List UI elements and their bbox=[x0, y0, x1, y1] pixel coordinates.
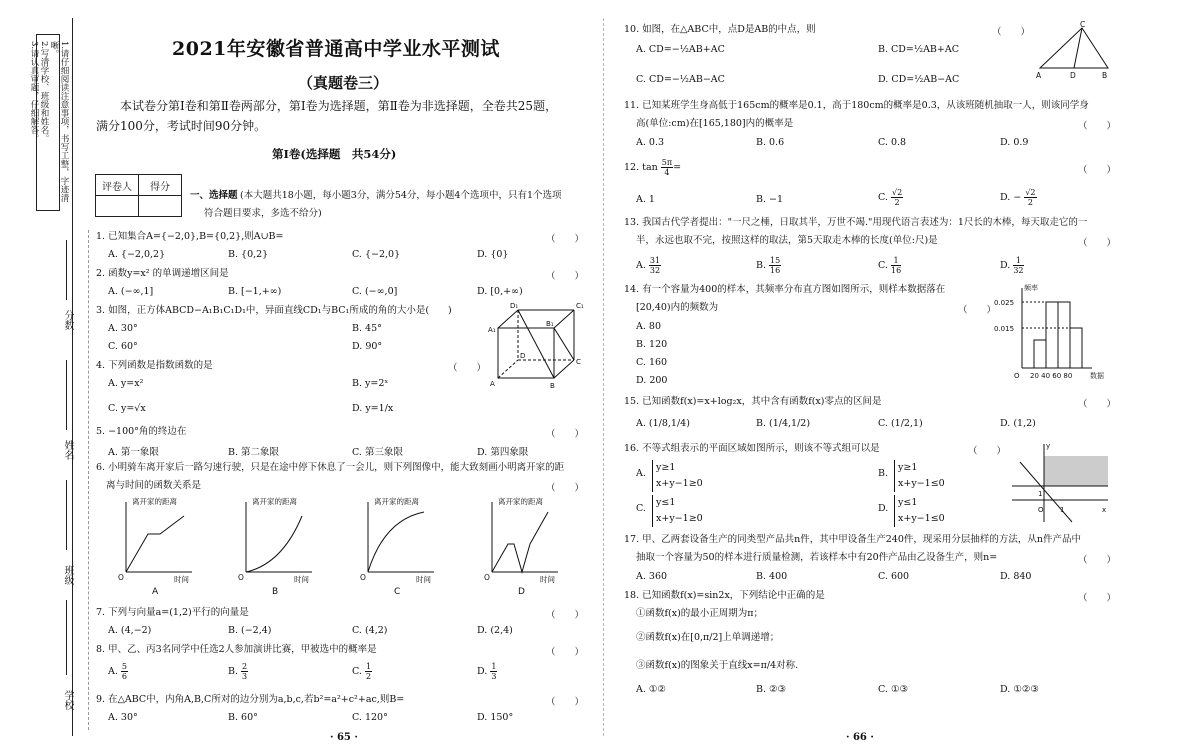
q6-label-c: C bbox=[394, 587, 401, 597]
q17-answer[interactable]: （ ） bbox=[1078, 555, 1117, 566]
q6-a-ylabel: 离开家的距离 bbox=[132, 497, 177, 506]
write-line-school[interactable] bbox=[66, 600, 67, 675]
svg-text:1: 1 bbox=[1060, 506, 1065, 514]
q14-stem-2: [20,40)内的频数为 bbox=[636, 302, 719, 313]
q5-answer[interactable]: （ ） bbox=[546, 429, 585, 440]
q18-answer[interactable]: （ ） bbox=[1078, 593, 1117, 604]
q17-stem-1: 17. 甲、乙两套设备生产的同类型产品共n件，其中甲设备生产240件，现采用分层抽样的方法，从n件产品中 bbox=[624, 534, 1081, 545]
q16-opt-b-label[interactable]: B. bbox=[878, 468, 889, 479]
q16-opt-c[interactable]: y≤1 x+y−1≥0 bbox=[652, 495, 703, 527]
q15-stem: 15. 已知函数f(x)=x+log₂x，其中含有函数f(x)零点的区间是 bbox=[624, 396, 882, 407]
q11-opt-a[interactable]: A. 0.3 bbox=[636, 137, 665, 148]
q16-opt-b[interactable]: y≥1 x+y−1≤0 bbox=[894, 460, 945, 492]
q6-d-origin: O bbox=[484, 573, 490, 582]
svg-text:B₁: B₁ bbox=[546, 320, 554, 328]
q3-cube-figure bbox=[484, 300, 584, 390]
q14-y2: 0.015 bbox=[994, 325, 1015, 333]
notice-line-3: 3.请认真审题，仔细解答。 bbox=[29, 41, 39, 143]
q7-opt-c[interactable]: C. (4,2) bbox=[352, 625, 388, 636]
q16-opt-d[interactable]: y≤1 x+y−1≤0 bbox=[894, 495, 945, 527]
q17-opt-c[interactable]: C. 600 bbox=[878, 571, 910, 582]
q18-opt-a[interactable]: A. ①② bbox=[636, 684, 666, 695]
q3-opt-c[interactable]: C. 60° bbox=[108, 341, 138, 352]
svg-text:D: D bbox=[1070, 71, 1076, 80]
q6-b-xlabel: 时间 bbox=[294, 575, 309, 584]
q1-stem: 1. 已知集合A={−2,0},B={0,2},则A∪B= bbox=[96, 231, 284, 242]
q11-opt-d[interactable]: D. 0.9 bbox=[1000, 137, 1029, 148]
q8-answer[interactable]: （ ） bbox=[546, 647, 585, 658]
q11-opt-c[interactable]: C. 0.8 bbox=[878, 137, 907, 148]
q2-stem: 2. 函数y=x² 的单调递增区间是 bbox=[96, 268, 229, 279]
q16-opt-a[interactable]: y≥1 x+y−1≥0 bbox=[652, 460, 703, 492]
q2-opt-d[interactable]: D. [0,+∞) bbox=[477, 286, 523, 297]
q6-d-xlabel: 时间 bbox=[540, 575, 555, 584]
q7-answer[interactable]: （ ） bbox=[546, 610, 585, 621]
q8-opt-c[interactable]: C. $\frac{1}{2}$ bbox=[352, 662, 372, 681]
q12-opt-c[interactable]: C. $\frac{√2}{2}$ bbox=[878, 188, 903, 207]
q11-stem-1: 11. 已知某班学生身高低于165cm的概率是0.1，高于180cm的概率是0.3，从该班随机抽取一人，则该同学身 bbox=[624, 100, 1089, 111]
q7-opt-d[interactable]: D. (2,4) bbox=[477, 625, 513, 636]
q3-stem: 3. 如图，正方体ABCD−A₁B₁C₁D₁中，异面直线CD₁与BC₁所成的角的大小是( ) bbox=[96, 305, 452, 316]
q12-stem: 12. tan $\frac{5\pi}{4}$ = bbox=[624, 158, 682, 177]
q10-opt-c[interactable]: C. CD=−½AB−AC bbox=[636, 74, 725, 85]
q9-opt-d[interactable]: D. 150° bbox=[477, 712, 514, 723]
q5-opt-b[interactable]: B. 第二象限 bbox=[228, 447, 280, 458]
part1-title: 第Ⅰ卷(选择题 共54分) bbox=[272, 147, 397, 161]
svg-text:D: D bbox=[520, 352, 526, 360]
section-desc-2: 符合题目要求，多选不给分) bbox=[204, 208, 322, 219]
q11-answer[interactable]: （ ） bbox=[1078, 121, 1117, 132]
page-number-left: · 65 · bbox=[330, 732, 358, 743]
q14-ticks: 20 40 60 80 bbox=[1030, 372, 1073, 380]
q15-opt-b[interactable]: B. (1/4,1/2) bbox=[756, 418, 811, 429]
q13-stem-1: 13. 我国古代学者提出："一尺之棰，日取其半，万世不竭."用现代语言表述为：1尺长的木棒，每天取走它的一 bbox=[624, 217, 1088, 228]
q13-opt-d[interactable]: D. $\frac{1}{32}$ bbox=[1000, 256, 1024, 275]
q8-opt-d[interactable]: D. $\frac{1}{3}$ bbox=[477, 662, 497, 681]
svg-text:B: B bbox=[550, 382, 555, 390]
q2-opt-b[interactable]: B. [−1,+∞) bbox=[228, 286, 282, 297]
q12-answer[interactable]: （ ） bbox=[1078, 165, 1117, 176]
svg-text:A₁: A₁ bbox=[488, 326, 496, 334]
q13-stem-2: 半，永远也取不完，按照这样的取法，第5天取走木棒的长度(单位:尺)是 bbox=[636, 235, 938, 246]
score-cell[interactable] bbox=[139, 196, 182, 217]
q10-stem: 10. 如图，在△ABC中，点D是AB的中点，则 bbox=[624, 24, 816, 35]
q6-a-origin: O bbox=[118, 573, 124, 582]
q6-c-xlabel: 时间 bbox=[416, 575, 431, 584]
q1-opt-c[interactable]: C. {−2,0} bbox=[352, 249, 401, 260]
cut-line bbox=[88, 230, 89, 730]
q18-opt-c[interactable]: C. ①③ bbox=[878, 684, 909, 695]
q14-stem-1: 14. 有一个容量为400的样本，其频率分布直方图如图所示，则样本数据落在 bbox=[624, 284, 946, 295]
q6-a-xlabel: 时间 bbox=[174, 575, 189, 584]
label-score: 分数 bbox=[62, 310, 73, 330]
q5-stem: 5. −100°角的终边在 bbox=[96, 426, 187, 437]
q9-opt-c[interactable]: C. 120° bbox=[352, 712, 388, 723]
q6-answer[interactable]: （ ） bbox=[546, 483, 585, 494]
q4-opt-c[interactable]: C. y=√x bbox=[108, 403, 146, 414]
q5-opt-d[interactable]: D. 第四象限 bbox=[477, 447, 529, 458]
q4-opt-d[interactable]: D. y=1/x bbox=[352, 403, 394, 414]
q14-origin: O bbox=[1014, 372, 1020, 380]
q13-answer[interactable]: （ ） bbox=[1078, 238, 1117, 249]
q6-d-ylabel: 离开家的距离 bbox=[498, 497, 543, 506]
grader-label: 评卷人 bbox=[96, 175, 139, 196]
q10-opt-d[interactable]: D. CD=½AB−AC bbox=[878, 74, 960, 85]
page-title: 2021年安徽省普通高中学业水平测试 bbox=[172, 38, 500, 60]
q6-label-d: D bbox=[518, 587, 525, 597]
page-subtitle: （真题卷三） bbox=[298, 74, 389, 92]
q10-opt-b[interactable]: B. CD=½AB+AC bbox=[878, 44, 960, 55]
label-class: 班级 bbox=[62, 565, 73, 585]
q16-opt-c-label[interactable]: C. bbox=[636, 503, 646, 514]
q2-answer[interactable]: （ ） bbox=[546, 271, 585, 282]
q3-opt-b[interactable]: B. 45° bbox=[352, 323, 382, 334]
q14-opt-a[interactable]: A. 80 bbox=[636, 321, 661, 332]
svg-text:A: A bbox=[490, 380, 495, 388]
grade-table bbox=[95, 174, 182, 217]
section-desc-1: (本大题共18小题，每小题3分，满分54分，每小题4个选项中，只有1个选项 bbox=[240, 190, 562, 201]
q6-label-b: B bbox=[272, 587, 279, 597]
svg-text:B: B bbox=[1102, 71, 1108, 80]
notice-box bbox=[29, 34, 69, 211]
section-title: 一、选择题 bbox=[190, 190, 238, 201]
q13-opt-c[interactable]: C. $\frac{1}{16}$ bbox=[878, 256, 902, 275]
write-line-score[interactable] bbox=[66, 240, 67, 300]
q16-stem: 16. 不等式组表示的平面区域如图所示，则该不等式组可以是 bbox=[624, 443, 880, 454]
write-line-name[interactable] bbox=[66, 360, 67, 430]
svg-text:C₁: C₁ bbox=[576, 302, 584, 310]
q15-opt-c[interactable]: C. (1/2,1) bbox=[878, 418, 923, 429]
label-name: 姓名 bbox=[62, 440, 73, 460]
q12-opt-a[interactable]: A. 1 bbox=[636, 194, 655, 205]
q6-b-ylabel: 离开家的距离 bbox=[252, 497, 297, 506]
q14-opt-d[interactable]: D. 200 bbox=[636, 375, 668, 386]
q12-opt-d[interactable]: D. − $\frac{√2}{2}$ bbox=[1000, 188, 1036, 207]
q18-opt-d[interactable]: D. ①②③ bbox=[1000, 684, 1039, 695]
q4-answer[interactable]: （ ） bbox=[448, 363, 487, 374]
q14-y1: 0.025 bbox=[994, 299, 1015, 307]
svg-text:O: O bbox=[1038, 506, 1044, 514]
q17-stem-2: 抽取一个容量为50的样本进行质量检测，若该样本中有20件产品由乙设备生产，则n= bbox=[636, 552, 998, 563]
notice-line-2: 2.写清学校、班级和姓名。 bbox=[39, 41, 49, 143]
q6-label-a: A bbox=[152, 587, 159, 597]
score-label: 得分 bbox=[139, 175, 182, 196]
q14-ylabel: 频率 bbox=[1024, 284, 1038, 292]
q6-stem-1: 6. 小明骑车离开家后一路匀速行驶，只是在途中停下休息了一会儿，则下列图像中，能大致刻画小明离开家的距 bbox=[96, 462, 565, 473]
svg-text:D₁: D₁ bbox=[510, 302, 519, 310]
q16-answer[interactable]: （ ） bbox=[968, 446, 1007, 457]
q14-opt-c[interactable]: C. 160 bbox=[636, 357, 668, 368]
q10-opt-a[interactable]: A. CD=−½AB+AC bbox=[636, 44, 725, 55]
q17-opt-d[interactable]: D. 840 bbox=[1000, 571, 1032, 582]
intro-text: 本试卷分第Ⅰ卷和第Ⅱ卷两部分，第Ⅰ卷为选择题，第Ⅱ卷为非选择题，全卷共25题，满分100分，考试时间90分钟。 bbox=[96, 99, 558, 133]
label-school: 学校 bbox=[62, 690, 73, 710]
svg-text:A: A bbox=[1036, 71, 1042, 80]
q6-graphs bbox=[112, 494, 582, 598]
q15-answer[interactable]: （ ） bbox=[1078, 399, 1117, 410]
q9-opt-b[interactable]: B. 60° bbox=[228, 712, 258, 723]
q16-region-figure bbox=[1010, 440, 1110, 524]
q7-opt-a[interactable]: A. (4,−2) bbox=[108, 625, 152, 636]
q13-opt-a[interactable]: A. $\frac{31}{32}$ bbox=[636, 256, 661, 275]
write-line-class[interactable] bbox=[66, 480, 67, 550]
q11-opt-b[interactable]: B. 0.6 bbox=[756, 137, 785, 148]
svg-text:x: x bbox=[1102, 506, 1107, 514]
q4-opt-a[interactable]: A. y=x² bbox=[108, 378, 144, 389]
q2-opt-c[interactable]: C. (−∞,0] bbox=[352, 286, 398, 297]
q14-opt-b[interactable]: B. 120 bbox=[636, 339, 668, 350]
q17-opt-a[interactable]: A. 360 bbox=[636, 571, 668, 582]
q10-triangle-figure bbox=[1034, 20, 1114, 82]
q7-stem: 7. 下列与向量a=(1,2)平行的向量是 bbox=[96, 607, 249, 618]
q5-opt-a[interactable]: A. 第一象限 bbox=[108, 447, 159, 458]
q6-c-origin: O bbox=[360, 573, 366, 582]
q11-stem-2: 高(单位:cm)在[165,180]内的概率是 bbox=[636, 118, 794, 129]
q5-opt-c[interactable]: C. 第三象限 bbox=[352, 447, 403, 458]
q7-opt-b[interactable]: B. (−2,4) bbox=[228, 625, 272, 636]
svg-text:1: 1 bbox=[1038, 490, 1043, 498]
q3-opt-a[interactable]: A. 30° bbox=[108, 323, 138, 334]
q6-b-origin: O bbox=[238, 573, 244, 582]
q9-opt-a[interactable]: A. 30° bbox=[108, 712, 138, 723]
q18-statement-3: ③函数f(x)的图象关于直线x=π/4对称. bbox=[636, 660, 799, 671]
page-number-right: · 66 · bbox=[846, 732, 874, 743]
q18-stem: 18. 已知函数f(x)=sin2x，下列结论中正确的是 bbox=[624, 590, 825, 601]
q4-opt-b[interactable]: B. y=2ˣ bbox=[352, 378, 389, 389]
svg-text:C: C bbox=[576, 358, 581, 366]
q17-opt-b[interactable]: B. 400 bbox=[756, 571, 788, 582]
q10-answer[interactable]: （ ） bbox=[992, 27, 1031, 38]
notice-line-1: 1.请仔细阅读注意事项，书写工整，字迹清晰。 bbox=[49, 41, 69, 203]
q2-opt-a[interactable]: A. (−∞,1] bbox=[108, 286, 154, 297]
q1-opt-d[interactable]: D. {0} bbox=[477, 249, 509, 260]
q12-opt-b[interactable]: B. −1 bbox=[756, 194, 784, 205]
q18-opt-b[interactable]: B. ②③ bbox=[756, 684, 787, 695]
q4-stem: 4. 下列函数是指数函数的是 bbox=[96, 360, 213, 371]
q8-opt-b[interactable]: B. $\frac{2}{3}$ bbox=[228, 662, 248, 681]
q9-stem: 9. 在△ABC中，内角A,B,C所对的边分别为a,b,c,若b²=a²+c²+ac,则B= bbox=[96, 694, 405, 705]
q14-xlabel: 数据 bbox=[1090, 372, 1104, 380]
q18-statement-2: ②函数f(x)在[0,π/2]上单调递增； bbox=[636, 632, 780, 643]
q16-opt-d-label[interactable]: D. bbox=[878, 503, 889, 514]
q1-answer[interactable]: （ ） bbox=[546, 234, 585, 245]
q9-answer[interactable]: （ ） bbox=[546, 697, 585, 708]
q13-opt-b[interactable]: B. $\frac{15}{16}$ bbox=[756, 256, 781, 275]
q15-opt-d[interactable]: D. (1,2) bbox=[1000, 418, 1036, 429]
q8-stem: 8. 甲、乙、丙3名同学中任选2人参加演讲比赛，甲被选中的概率是 bbox=[96, 644, 377, 655]
svg-text:y: y bbox=[1046, 442, 1051, 450]
margin-line bbox=[72, 18, 73, 736]
grader-cell[interactable] bbox=[96, 196, 139, 217]
q1-opt-b[interactable]: B. {0,2} bbox=[228, 249, 269, 260]
q18-statement-1: ①函数f(x)的最小正周期为π； bbox=[636, 608, 764, 619]
q15-opt-a[interactable]: A. (1/8,1/4) bbox=[636, 418, 690, 429]
q1-opt-a[interactable]: A. {−2,0,2} bbox=[108, 249, 166, 260]
svg-text:C: C bbox=[1080, 20, 1086, 29]
q8-opt-a[interactable]: A. $\frac{5}{6}$ bbox=[108, 662, 128, 681]
page-divider bbox=[603, 18, 604, 736]
q14-answer[interactable]: （ ） bbox=[958, 305, 997, 316]
q6-stem-2: 离与时间的函数关系是 bbox=[106, 480, 202, 491]
q6-c-ylabel: 离开家的距离 bbox=[374, 497, 419, 506]
q16-opt-a-label[interactable]: A. bbox=[636, 468, 646, 479]
q3-opt-d[interactable]: D. 90° bbox=[352, 341, 383, 352]
q14-histogram bbox=[992, 282, 1112, 386]
